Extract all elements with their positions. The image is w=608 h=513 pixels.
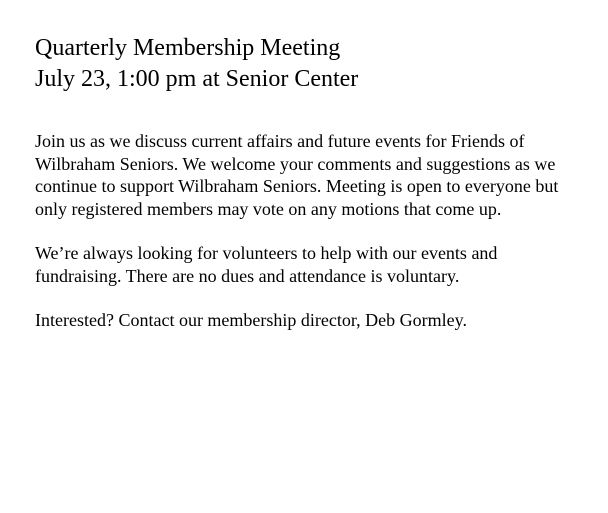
contact-paragraph: Interested? Contact our membership director, Deb Gormley. — [35, 310, 467, 330]
meeting-date-location: July 23, 1:00 pm at Senior Center — [35, 66, 359, 92]
volunteers-paragraph: We’re always looking for volunteers to help with our events and fundraising. There are no dues and attendance is voluntary. — [35, 243, 498, 286]
meeting-heading — [35, 33, 585, 95]
meeting-title: Quarterly Membership Meeting — [35, 35, 341, 61]
meeting-description-paragraph: Join us as we discuss current affairs and future events for Friends of Wilbraham Seniors. We welcome your comments and suggestions as we continue to support Wilbraham Seniors. Meeting is open to everyone but only registered members may vote on any motions that come up. — [35, 131, 559, 219]
announcement-content — [35, 33, 585, 332]
